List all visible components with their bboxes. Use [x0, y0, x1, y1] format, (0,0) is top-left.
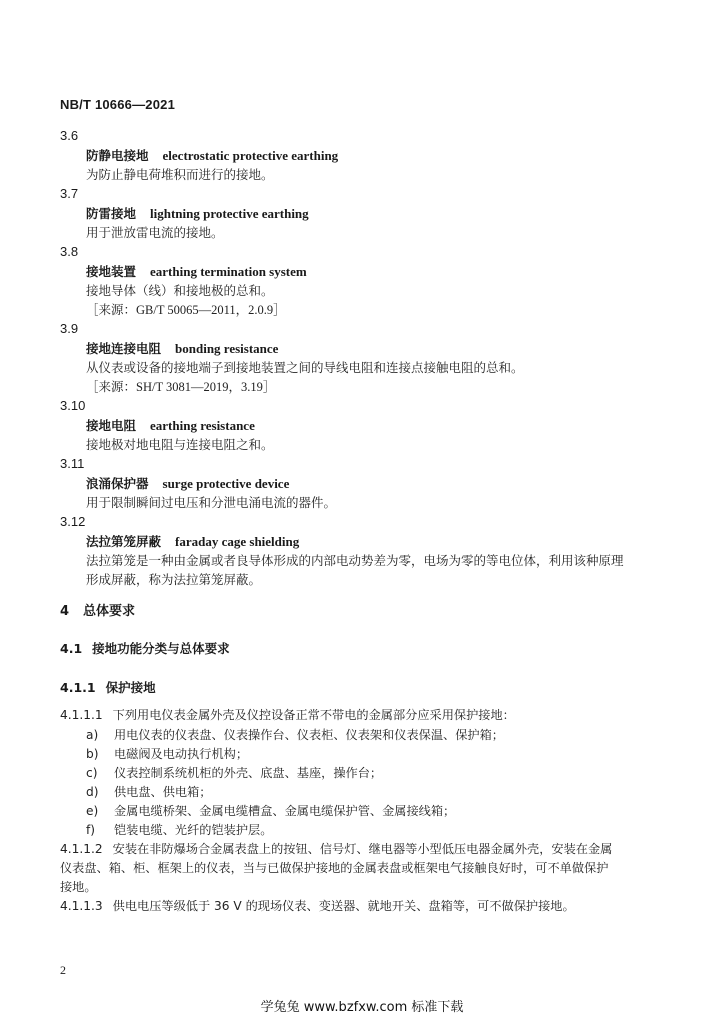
- clause-paragraph: [60, 897, 575, 914]
- list-marker: c): [86, 766, 98, 780]
- subsubsection-heading: [60, 678, 156, 696]
- term-zh: 接地电阻: [86, 418, 137, 433]
- term-en: bonding resistance: [175, 341, 279, 356]
- list-item: [86, 802, 455, 819]
- list-marker: d): [86, 785, 99, 799]
- list-marker: b): [86, 747, 99, 761]
- watermark-footer: 学兔兔 www.bzfxw.com 标准下载: [260, 1000, 464, 1015]
- page-number: 2: [60, 963, 66, 977]
- term-source: ［来源：SH/T 3081—2019，3.19］: [86, 380, 276, 394]
- list-item: [86, 726, 504, 743]
- term-definition-continued: 形成屏蔽，称为法拉第笼屏蔽。: [86, 572, 262, 587]
- term-number: 3.8: [60, 244, 79, 259]
- clause-text-continued: 接地。: [60, 880, 97, 894]
- term-number: 3.11: [60, 456, 85, 471]
- term-definition: 接地极对地电阻与连接电阻之和。: [86, 437, 274, 452]
- term-zh: 接地连接电阻: [86, 341, 162, 356]
- clause-number: 4.1.1.1: [60, 708, 103, 722]
- term-zh: 浪涌保护器: [86, 476, 149, 491]
- term-title: [86, 204, 309, 222]
- term-definition: 用于限制瞬间过电压和分泄电涌电流的器件。: [86, 495, 337, 510]
- term-number: 3.6: [60, 128, 79, 143]
- list-item: [86, 745, 248, 762]
- clause-number: 4.1.1.3: [60, 899, 103, 913]
- list-marker: f): [86, 823, 96, 837]
- term-number: 3.9: [60, 321, 79, 336]
- term-title: [86, 146, 338, 164]
- clause-text: 供电电压等级低于 36 V 的现场仪表、变送器、就地开关、盘箱等，可不做保护接地。: [112, 899, 575, 913]
- term-zh: 接地装置: [86, 264, 137, 279]
- term-en: earthing resistance: [150, 418, 255, 433]
- subsection-title: 接地功能分类与总体要求: [92, 641, 230, 656]
- subsection-number: 4.1: [60, 641, 83, 656]
- term-en: electrostatic protective earthing: [162, 148, 339, 163]
- term-source: ［来源：GB/T 50065—2011，2.0.9］: [86, 303, 286, 317]
- list-item: [86, 764, 382, 781]
- term-definition: 用于泄放雷电流的接地。: [86, 225, 224, 240]
- clause-text: 安装在非防爆场合金属表盘上的按钮、信号灯、继电器等小型低压电器金属外壳，安装在金属: [112, 842, 613, 856]
- section-title: 总体要求: [83, 604, 136, 619]
- list-item: [86, 821, 272, 838]
- term-number: 3.10: [60, 398, 86, 413]
- clause-text: 下列用电仪表金属外壳及仪控设备正常不带电的金属部分应采用保护接地：: [112, 708, 515, 722]
- list-marker: a): [86, 728, 99, 742]
- list-text: 电磁阀及电动执行机构；: [114, 747, 249, 761]
- list-marker: e): [86, 804, 99, 818]
- list-text: 仪表控制系统机柜的外壳、底盘、基座，操作台；: [114, 766, 383, 780]
- list-text: 供电盘、供电箱；: [114, 785, 212, 799]
- clause-paragraph: [60, 840, 612, 857]
- term-zh: 防雷接地: [86, 206, 137, 221]
- term-definition: 法拉第笼是一种由金属或者良导体形成的内部电动势差为零，电场为零的等电位体，利用该种原理: [86, 553, 624, 568]
- term-title: [86, 339, 278, 357]
- list-text: 金属电缆桥架、金属电缆槽盒、金属电缆保护管、金属接线箱；: [114, 804, 456, 818]
- section-heading: [60, 600, 135, 619]
- term-definition: 接地导体（线）和接地极的总和。: [86, 283, 274, 298]
- section-number: 4: [60, 604, 70, 619]
- term-en: lightning protective earthing: [150, 206, 309, 221]
- term-zh: 防静电接地: [86, 148, 149, 163]
- term-title: [86, 416, 255, 434]
- term-title: [86, 474, 289, 492]
- subsection-heading: [60, 639, 230, 657]
- term-title: [86, 532, 299, 550]
- term-definition: 为防止静电荷堆积而进行的接地。: [86, 167, 274, 182]
- subsubsection-title: 保护接地: [105, 680, 156, 695]
- term-definition: 从仪表或设备的接地端子到接地装置之间的导线电阻和连接点接触电阻的总和。: [86, 360, 524, 375]
- term-en: earthing termination system: [150, 264, 307, 279]
- term-number: 3.12: [60, 514, 86, 529]
- standard-number-header: NB/T 10666—2021: [60, 97, 176, 112]
- term-en: faraday cage shielding: [175, 534, 300, 549]
- term-title: [86, 262, 307, 280]
- clause-number: 4.1.1.2: [60, 842, 103, 856]
- clause-paragraph: [60, 706, 515, 723]
- list-item: [86, 783, 212, 800]
- term-en: surge protective device: [162, 476, 290, 491]
- term-zh: 法拉第笼屏蔽: [86, 534, 162, 549]
- list-text: 铠装电缆、光纤的铠装护层。: [114, 823, 273, 837]
- list-text: 用电仪表的仪表盘、仪表操作台、仪表柜、仪表架和仪表保温、保护箱；: [114, 728, 504, 742]
- term-number: 3.7: [60, 186, 79, 201]
- clause-text-continued: 仪表盘、箱、柜、框架上的仪表，当与已做保护接地的金属表盘或框架电气接触良好时，可不单做保护: [60, 861, 609, 875]
- subsubsection-number: 4.1.1: [60, 680, 96, 695]
